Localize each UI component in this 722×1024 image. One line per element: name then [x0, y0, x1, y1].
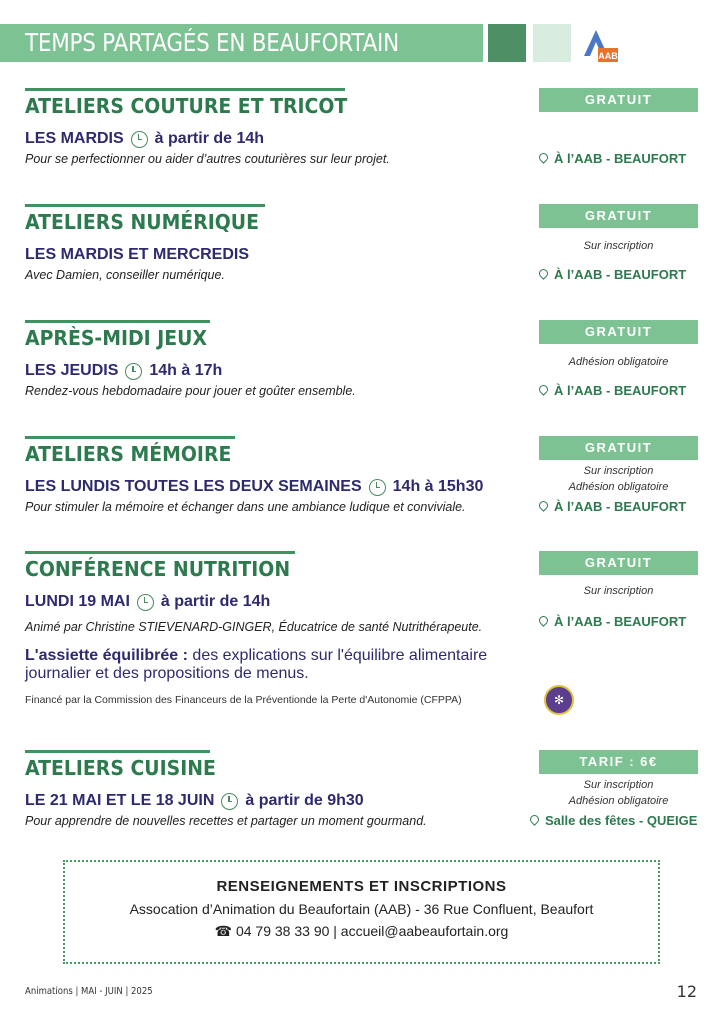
clock-icon: [369, 479, 386, 496]
page-number: 12: [676, 982, 697, 1001]
aab-logo: [578, 22, 620, 64]
price-badge: TARIF : 6€: [539, 750, 698, 774]
location: [539, 499, 686, 514]
section-rule: [25, 320, 210, 323]
location: [539, 151, 686, 166]
price-badge: GRATUIT: [539, 551, 698, 575]
section-title: ATELIERS CUISINE: [25, 756, 216, 780]
location-pin-icon: [537, 151, 550, 164]
section-description: Animé par Christine STIEVENARD-GINGER, Éducatrice de santé Nutrithérapeute.: [25, 620, 483, 634]
aab-logo-text: AAB: [598, 51, 618, 61]
location-pin-icon: [528, 813, 541, 826]
membership-note: Adhésion obligatoire: [568, 481, 669, 493]
registration-note: Sur inscription: [583, 465, 654, 477]
info-title: RENSEIGNEMENTS ET INSCRIPTIONS: [216, 878, 507, 895]
location-label: À l’AAB - BEAUFORT: [554, 499, 687, 514]
clock-icon: [221, 793, 238, 810]
info-address: Assocation d’Animation du Beaufortain (AAB) - 36 Rue Confluent, Beaufort: [129, 901, 594, 917]
schedule-days: LES MARDIS ET MERCREDIS: [25, 246, 250, 263]
section-title: ATELIERS NUMÉRIQUE: [25, 210, 259, 234]
page-title: TEMPS PARTAGÉS EN BEAUFORTAIN: [25, 28, 399, 57]
header-dark-square: [488, 24, 526, 62]
clock-icon: [137, 594, 154, 611]
section-schedule: [25, 130, 264, 148]
conference-subject: [25, 647, 525, 683]
section-rule: [25, 204, 265, 207]
clock-icon: [131, 131, 148, 148]
location: [530, 813, 697, 828]
location-pin-icon: [537, 499, 550, 512]
location: [539, 383, 686, 398]
clock-icon: [125, 363, 142, 380]
registration-note: Sur inscription: [583, 779, 654, 791]
location-label: À l’AAB - BEAUFORT: [554, 267, 687, 282]
footer-text: Animations | MAI - JUIN | 2025: [25, 986, 153, 997]
price-badge: GRATUIT: [539, 320, 698, 344]
registration-note: Sur inscription: [583, 240, 654, 252]
section-description: Rendez-vous hebdomadaire pour jouer et goûter ensemble.: [25, 384, 356, 398]
schedule-days: LES JEUDIS: [25, 362, 119, 379]
header-light-square: [533, 24, 571, 62]
location-label: À l’AAB - BEAUFORT: [554, 383, 687, 398]
location-label: Salle des fêtes - QUEIGE: [545, 813, 698, 828]
location-pin-icon: [537, 614, 550, 627]
location-label: À l’AAB - BEAUFORT: [554, 614, 687, 629]
phone-icon: ☎: [214, 923, 233, 939]
cfppa-logo: ✻: [544, 685, 574, 715]
section-title: APRÈS-MIDI JEUX: [25, 326, 208, 350]
location: [539, 614, 686, 629]
info-contact-line: [65, 923, 658, 940]
funding-note: Financé par la Commission des Financeurs de la Préventionde la Perte d'Autonomie (CFPPA): [25, 694, 462, 706]
info-box: [63, 860, 660, 964]
location: [539, 267, 686, 282]
schedule-time: à partir de 14h: [160, 593, 271, 610]
price-badge: GRATUIT: [539, 88, 698, 112]
section-rule: [25, 436, 235, 439]
membership-note: Adhésion obligatoire: [568, 795, 669, 807]
section-rule: [25, 88, 345, 91]
conference-subject-lead: L'assiette équilibrée :: [25, 647, 188, 664]
location-pin-icon: [537, 383, 550, 396]
section-description: Pour se perfectionner ou aider d’autres couturières sur leur projet.: [25, 152, 390, 166]
schedule-time: 14h à 17h: [149, 362, 223, 379]
schedule-time: 14h à 15h30: [392, 478, 484, 495]
section-schedule: [25, 246, 249, 264]
section-schedule: [25, 478, 483, 496]
section-title: CONFÉRENCE NUTRITION: [25, 557, 291, 581]
schedule-days: LE 21 MAI ET LE 18 JUIN: [25, 792, 215, 809]
schedule-time: à partir de 9h30: [245, 792, 364, 809]
section-title: ATELIERS MÉMOIRE: [25, 442, 232, 466]
info-contact: 04 79 38 33 90 | accueil@aabeaufortain.org: [235, 923, 509, 939]
schedule-time: à partir de 14h: [154, 130, 265, 147]
location-label: À l’AAB - BEAUFORT: [554, 151, 687, 166]
section-description: Pour apprendre de nouvelles recettes et partager un moment gourmand.: [25, 814, 427, 828]
section-schedule: [25, 792, 364, 810]
section-rule: [25, 551, 295, 554]
schedule-days: LES LUNDIS TOUTES LES DEUX SEMAINES: [25, 478, 362, 495]
location-pin-icon: [537, 267, 550, 280]
registration-note: Sur inscription: [583, 585, 654, 597]
schedule-days: LUNDI 19 MAI: [25, 593, 130, 610]
section-title: ATELIERS COUTURE ET TRICOT: [25, 94, 348, 118]
price-badge: GRATUIT: [539, 204, 698, 228]
section-description: Avec Damien, conseiller numérique.: [25, 268, 225, 282]
schedule-days: LES MARDIS: [25, 130, 124, 147]
section-description: Pour stimuler la mémoire et échanger dans une ambiance ludique et conviviale.: [25, 500, 466, 514]
section-schedule: [25, 362, 222, 380]
section-rule: [25, 750, 210, 753]
price-badge: GRATUIT: [539, 436, 698, 460]
membership-note: Adhésion obligatoire: [568, 356, 669, 368]
conference-subject-text: des explications sur l'équilibre alimentaire journalier et des propositions de menus.: [25, 647, 488, 682]
section-schedule: [25, 593, 270, 611]
